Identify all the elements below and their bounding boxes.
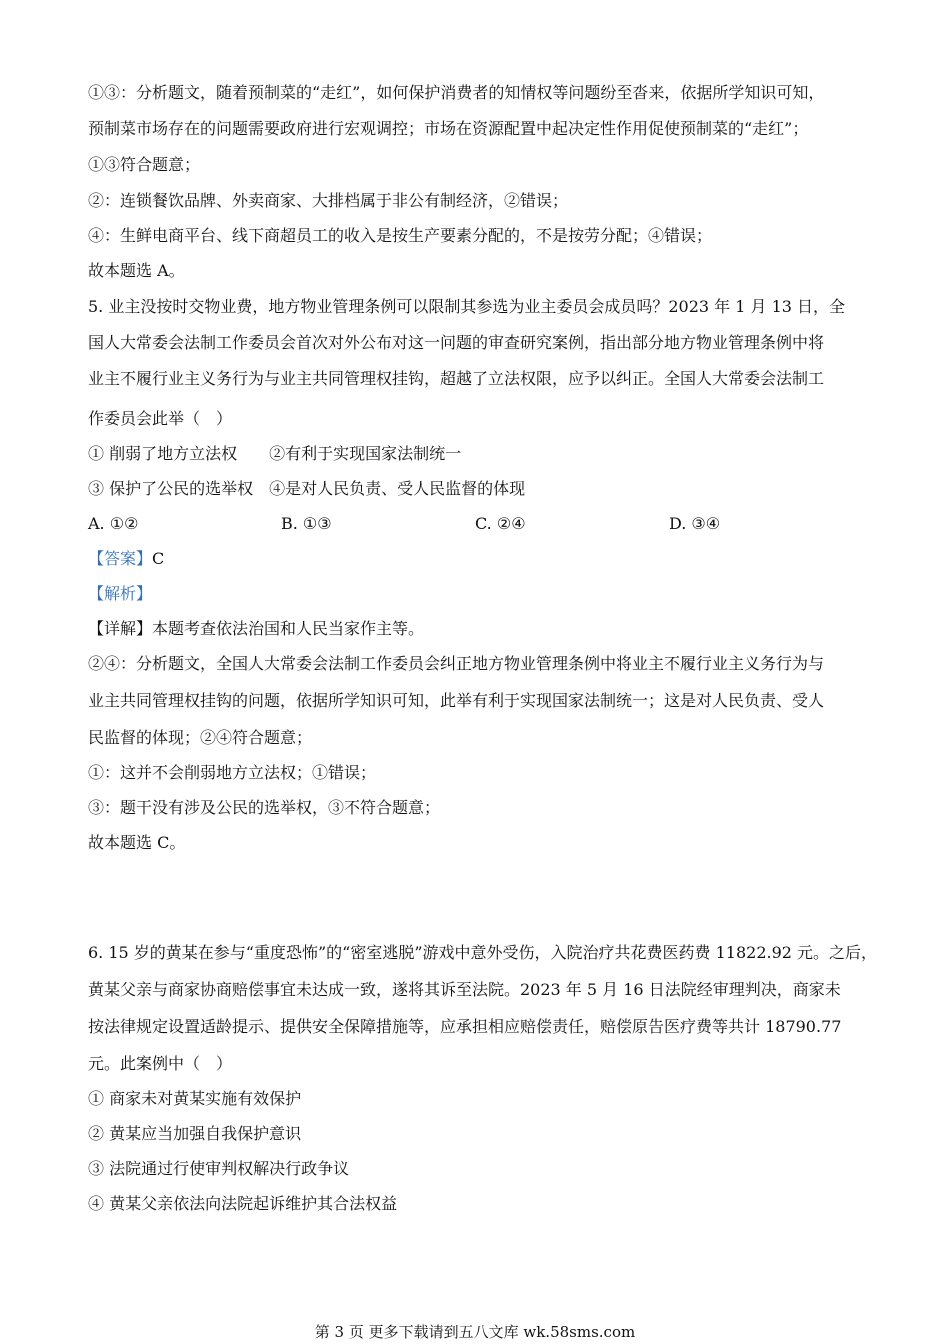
analysis-line: ②：连锁餐饮品牌、外卖商家、大排档属于非公有制经济，②错误；	[88, 191, 569, 210]
analysis-line: ②④：分析题文，全国人大常委会法制工作委员会纠正地方物业管理条例中将业主不履行业主义务行为与	[88, 654, 825, 673]
analysis-line: ①③：分析题文，随着预制菜的“走红”，如何保护消费者的知情权等问题纷至沓来，依据所学知识可知，	[88, 83, 825, 102]
question-6-stem: 按法律规定设置适龄提示、提供安全保障措施等，应承担相应赔偿责任，赔偿原告医疗费等共计 18790.77	[88, 1017, 842, 1036]
question-5-stem: 国人大常委会法制工作委员会首次对外公布对这一问题的审查研究案例，指出部分地方物业管理条例中将	[88, 333, 825, 352]
choice-d: D. ③④	[669, 514, 721, 533]
conclusion-line: 故本题选 A。	[88, 261, 185, 280]
analysis-tag: 【解析】	[88, 584, 153, 603]
choice-b: B. ①③	[281, 514, 332, 533]
question-6-option-2: ② 黄某应当加强自我保护意识	[88, 1124, 302, 1143]
page-footer: 第 3 页 更多下载请到五八文库 wk.58sms.com	[314, 1323, 636, 1341]
analysis-line: ①：这并不会削弱地方立法权；①错误；	[88, 763, 377, 782]
detail-line: 【详解】本题考查依法治国和人民当家作主等。	[88, 619, 425, 638]
question-5-options-3-4: ③ 保护了公民的选举权 ④是对人民负责、受人民监督的体现	[88, 479, 526, 498]
question-5-stem: 5. 业主没按时交物业费，地方物业管理条例可以限制其参选为业主委员会成员吗？2023 年 1 月 13 日，全	[88, 297, 846, 316]
question-5-options-1-2: ① 削弱了地方立法权 ②有利于实现国家法制统一	[88, 444, 462, 463]
answer-line	[88, 548, 868, 570]
question-5-stem: 作委员会此举（ ）	[88, 409, 233, 428]
analysis-line: 业主共同管理权挂钩的问题，依据所学知识可知，此举有利于实现国家法制统一；这是对人民负责、受人	[88, 691, 825, 710]
question-5-stem: 业主不履行业主义务行为与业主共同管理权挂钩，超越了立法权限，应予以纠正。全国人大常委会法制工	[88, 369, 825, 388]
question-6-stem: 黄某父亲与商家协商赔偿事宜未达成一致，遂将其诉至法院。2023 年 5 月 16 日法院经审理判决，商家未	[88, 980, 841, 999]
analysis-line: 民监督的体现；②④符合题意；	[88, 728, 313, 747]
question-6-option-4: ④ 黄某父亲依法向法院起诉维护其合法权益	[88, 1194, 398, 1213]
question-6-option-1: ① 商家未对黄某实施有效保护	[88, 1089, 302, 1108]
analysis-line: ③：题干没有涉及公民的选举权，③不符合题意；	[88, 798, 441, 817]
analysis-line: 预制菜市场存在的问题需要政府进行宏观调控；市场在资源配置中起决定性作用促使预制菜的“走红”；	[88, 119, 809, 138]
answer-value: C	[152, 549, 165, 568]
question-6-stem: 元。此案例中（ ）	[88, 1054, 233, 1073]
choice-c: C. ②④	[475, 514, 526, 533]
analysis-line: ④：生鲜电商平台、线下商超员工的收入是按生产要素分配的，不是按劳分配；④错误；	[88, 226, 713, 245]
question-6-option-3: ③ 法院通过行使审判权解决行政争议	[88, 1159, 350, 1178]
question-6-stem: 6. 15 岁的黄某在参与“重度恐怖”的“密室逃脱”游戏中意外受伤，入院治疗共花费医药费 11822.92 元。之后，	[88, 943, 878, 962]
analysis-tag-line	[88, 583, 868, 605]
answer-tag: 【答案】	[88, 549, 153, 568]
analysis-line: ①③符合题意；	[88, 155, 201, 174]
choice-a: A. ①②	[88, 514, 139, 533]
conclusion-line: 故本题选 C。	[88, 833, 186, 852]
